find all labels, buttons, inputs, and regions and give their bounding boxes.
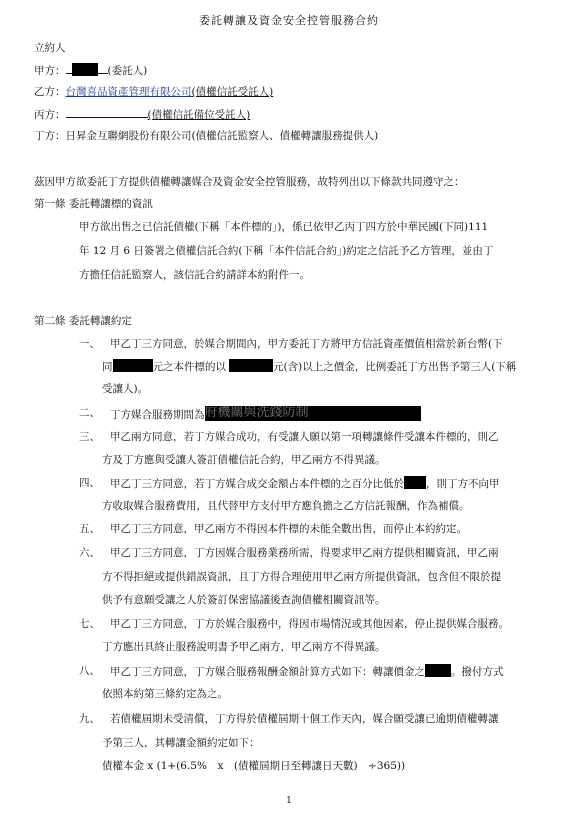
item-text-line	[110, 664, 504, 679]
item-text: 甲乙丁三方同意，丁方於媒合服務中，得因市場情況或其他因素，停止提供媒合服務。	[110, 618, 509, 630]
item-number: 七、	[79, 618, 100, 630]
blank-line	[66, 107, 148, 118]
party-b-line	[34, 85, 273, 99]
item-text: 同	[102, 361, 113, 373]
item-text: 受讓人)。	[102, 383, 149, 395]
party-c-prefix: 丙方：	[34, 109, 66, 121]
item-text: 元(含)以上之價金，比例委託丁方出售予第三人(下稱	[273, 361, 517, 373]
item-text-line	[102, 359, 516, 374]
item-text: 方不得拒絕或提供錯誤資訊，且丁方得合理使用甲乙兩方所提供資訊，包含但不限於提	[102, 571, 501, 583]
item-number: 九、	[79, 713, 100, 725]
item-text-line	[110, 476, 500, 491]
article-1-text: 甲方欲出售之已信託債權(下稱「本件標的」)，係已依甲乙丙丁四方於中華民國(下同)111	[79, 221, 489, 233]
blank-line	[98, 63, 108, 74]
item-number: 五、	[79, 523, 100, 535]
party-b-name: 台灣喜品資產管理有限公司	[65, 86, 192, 98]
item-text: 甲乙丁三方同意，丁方媒合服務報酬金額計算方式如下：轉讓價金之	[110, 666, 425, 678]
item-number: 六、	[79, 547, 100, 559]
formula: 債權本金 x (1+(6.5% x (債權屆期日至轉讓日天數) ÷365))	[102, 760, 406, 772]
item-text: 。撥付方式	[451, 666, 504, 678]
item-text: ，則丁方不向甲	[426, 478, 500, 490]
item-text: 供予有意願受讓之人於簽訂保密協議後查詢債權相關資訊等。	[102, 594, 386, 606]
party-heading: 立約人	[34, 42, 66, 54]
party-b-suffix: (債權信託受託人)	[191, 86, 274, 98]
article-1-text: 年 12 月 6 日簽署之債權信託合約(下稱「本件信託合約」)約定之信託予乙方管理，並由丁	[79, 245, 494, 257]
item-text: 元之本件標的以	[152, 361, 226, 373]
item-text: 甲乙丁三方同意，於媒合期間內，甲方委託丁方將甲方信託資產價值相當於新台幣(下	[110, 338, 503, 350]
item-text: 甲乙兩方同意，若丁方媒合成功，有受讓人願以第一項轉讓條件受讓本件標的，則乙	[110, 431, 499, 443]
party-c-suffix: (債權信託備位受託人)	[147, 109, 251, 121]
party-a-suffix: (委託人)	[107, 65, 148, 77]
article-2-heading: 第二條 委託轉讓約定	[34, 315, 132, 327]
item-text: 丁方媒合服務期間為	[110, 409, 205, 421]
redacted-block: 府機關與洗錢防制	[205, 406, 421, 421]
party-c-line	[34, 107, 250, 122]
item-number: 三、	[79, 431, 100, 443]
item-number: 四、	[79, 477, 100, 489]
item-text: 依照本約第三條約定為之。	[102, 688, 228, 700]
party-a-line	[34, 63, 147, 78]
article-1-text: 方擔任信託監察人，該信託合約請詳本約附件一。	[79, 269, 310, 281]
item-number: 一、	[79, 338, 100, 350]
item-text: 予第三人，其轉讓金額約定如下：	[102, 737, 260, 749]
preamble: 茲因甲方欲委託丁方提供債權轉讓媒合及資金安全控管服務，故特列出以下條款共同遵守之：	[34, 176, 465, 188]
party-d-line: 丁方：日昇金互聯網股份有限公司(債權信託監察人、債權轉讓服務提供人)	[34, 130, 379, 142]
document-title: 委託轉讓及資金安全控管服務合約	[199, 14, 379, 27]
redacted-block	[113, 359, 153, 372]
item-text: 丁方應出具終止服務說明書予甲乙兩方，甲乙兩方不得異議。	[102, 641, 386, 653]
item-text: 方收取媒合服務費用，且代替甲方支付甲方應負擔之乙方信託報酬，作為補償。	[102, 500, 470, 512]
redacted-block	[229, 359, 273, 372]
item-text: 若債權屆期未受清償，丁方得於債權屆期十個工作天內，媒合願受讓已逾期債權轉讓	[110, 713, 499, 725]
party-a-prefix: 甲方：	[34, 65, 66, 77]
item-text: 甲乙丁三方同意，丁方因媒合服務業務所需，得要求甲乙兩方提供相關資訊，甲乙兩	[110, 547, 499, 559]
page-number: 1	[286, 796, 292, 806]
item-text-line	[110, 406, 421, 422]
item-number: 二、	[79, 407, 100, 419]
redacted-block	[72, 63, 98, 76]
article-1-heading: 第一條 委託轉讓標的資訊	[34, 198, 153, 210]
item-number: 八、	[79, 665, 100, 677]
item-text: 甲乙丁三方同意，甲乙兩方不得因本件標的未能全數出售，而停止本約約定。	[110, 523, 467, 535]
item-text: 甲乙丁三方同意，若丁方媒合成交金額占本件標的之百分比低於	[110, 478, 404, 490]
redacted-block	[404, 476, 426, 489]
redacted-block	[425, 664, 451, 677]
party-b-prefix: 乙方：	[34, 86, 66, 98]
item-text: 方及丁方應與受讓人簽訂債權信託合約，甲乙兩方不得異議。	[102, 454, 386, 466]
